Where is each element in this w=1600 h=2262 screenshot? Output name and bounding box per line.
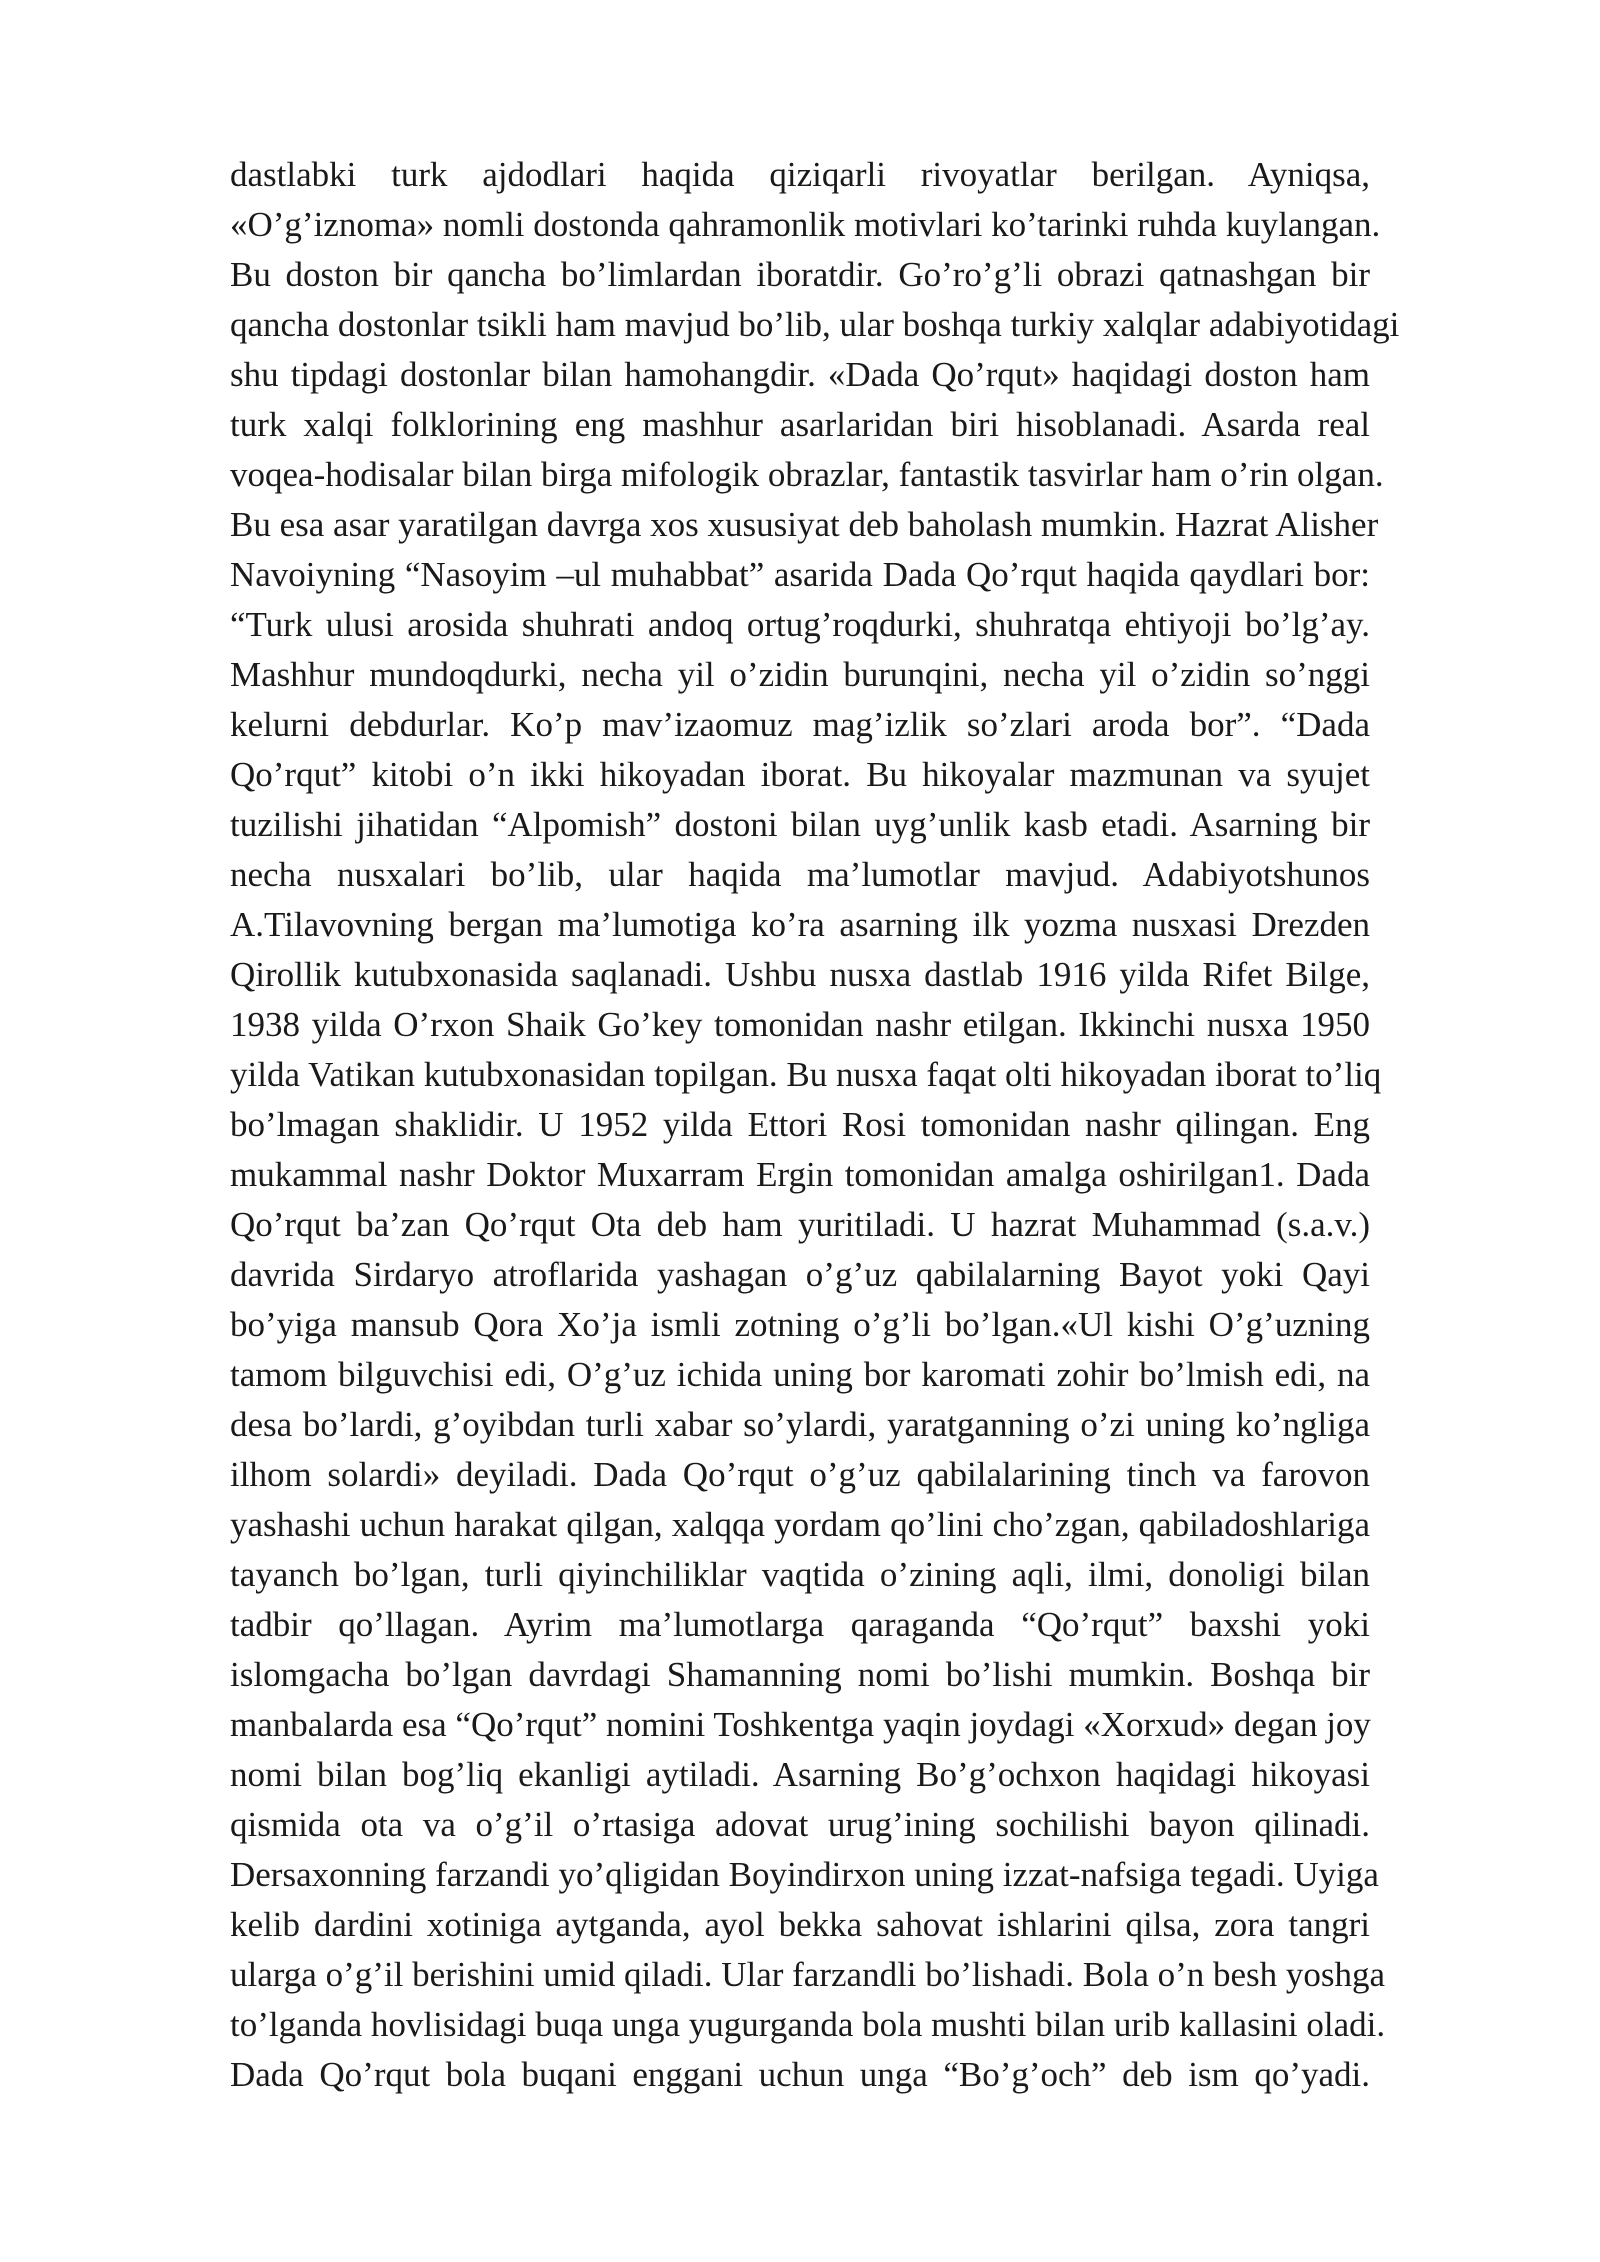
text-line: 1938 yilda O’rxon Shaik Go’key tomonidan nashr etilgan. Ikkinchi nusxa 1950 xyxy=(230,1005,1370,1044)
text-line: tuzilishi jihatidan “Alpomish” dostoni bilan uyg’unlik kasb etadi. Asarning bir xyxy=(230,805,1370,844)
text-line: qismida ota va o’g’il o’rtasiga adovat urug’ining sochilishi bayon qilinadi. xyxy=(230,1805,1370,1844)
text-line: Qirollik kutubxonasida saqlanadi. Ushbu nusxa dastlab 1916 yilda Rifet Bilge, xyxy=(230,955,1370,994)
text-line: ilhom solardi» deyiladi. Dada Qo’rqut o’g’uz qabilalarining tinch va farovon xyxy=(230,1455,1370,1494)
text-line: dastlabki turk ajdodlari haqida qiziqarli rivoyatlar berilgan. Ayniqsa, xyxy=(230,155,1370,194)
text-line: shu tipdagi dostonlar bilan hamohangdir. «Dada Qo’rqut» haqidagi doston ham xyxy=(230,355,1370,394)
text-line: yilda Vatikan kutubxonasidan topilgan. Bu nusxa faqat olti hikoyadan iborat to’liq xyxy=(230,1055,1382,1094)
text-line: desa bo’lardi, g’oyibdan turli xabar so’ylardi, yaratganning o’zi uning ko’ngliga xyxy=(230,1405,1370,1444)
text-line: mukammal nashr Doktor Muxarram Ergin tomonidan amalga oshirilgan1. Dada xyxy=(230,1155,1370,1194)
text-line: davrida Sirdaryo atroflarida yashagan o’g’uz qabilalarning Bayot yoki Qayi xyxy=(230,1255,1370,1294)
text-line: Dersaxonning farzandi yo’qligidan Boyindirxon uning izzat-nafsiga tegadi. Uyiga xyxy=(230,1855,1379,1894)
text-line: voqea-hodisalar bilan birga mifologik obrazlar, fantastik tasvirlar ham o’rin olgan. xyxy=(230,455,1384,494)
text-line: tadbir qo’llagan. Ayrim ma’lumotlarga qaraganda “Qo’rqut” baxshi yoki xyxy=(230,1605,1370,1644)
text-line: yashashi uchun harakat qilgan, xalqqa yordam qo’lini cho’zgan, qabiladoshlariga xyxy=(230,1505,1370,1544)
body-text xyxy=(230,150,1400,2100)
text-line: tayanch bo’lgan, turli qiyinchiliklar vaqtida o’zining aqli, ilmi, donoligi bilan xyxy=(230,1555,1370,1594)
text-line: Navoiyning “Nasoyim –ul muhabbat” asarida Dada Qo’rqut haqida qaydlari bor: xyxy=(230,555,1370,594)
text-line: islomgacha bo’lgan davrdagi Shamanning nomi bo’lishi mumkin. Boshqa bir xyxy=(230,1655,1370,1694)
text-line: kelib dardini xotiniga aytganda, ayol bekka sahovat ishlarini qilsa, zora tangri xyxy=(230,1905,1370,1944)
text-line: Qo’rqut ba’zan Qo’rqut Ota deb ham yuritiladi. U hazrat Muhammad (s.a.v.) xyxy=(230,1205,1370,1244)
text-line: necha nusxalari bo’lib, ular haqida ma’lumotlar mavjud. Adabiyotshunos xyxy=(230,855,1370,894)
text-line: Bu doston bir qancha bo’limlardan iboratdir. Go’ro’g’li obrazi qatnashgan bir xyxy=(230,255,1370,294)
text-line: turk xalqi folklorining eng mashhur asarlaridan biri hisoblanadi. Asarda real xyxy=(230,405,1370,444)
text-line: bo’lmagan shaklidir. U 1952 yilda Ettori Rosi tomonidan nashr qilingan. Eng xyxy=(230,1105,1370,1144)
text-line: to’lganda hovlisidagi buqa unga yugurganda bola mushti bilan urib kallasini oladi. xyxy=(230,2005,1386,2044)
text-line: A.Tilavovning bergan ma’lumotiga ko’ra asarning ilk yozma nusxasi Drezden xyxy=(230,905,1370,944)
text-line: nomi bilan bog’liq ekanligi aytiladi. Asarning Bo’g’ochxon haqidagi hikoyasi xyxy=(230,1755,1370,1794)
text-line: «O’g’iznoma» nomli dostonda qahramonlik motivlari ko’tarinki ruhda kuylangan. xyxy=(230,205,1381,244)
text-line: qancha dostonlar tsikli ham mavjud bo’lib, ular boshqa turkiy xalqlar adabiyotidagi xyxy=(230,305,1400,344)
text-line: Bu esa asar yaratilgan davrga xos xususiyat deb baholash mumkin. Hazrat Alisher xyxy=(230,505,1379,544)
text-line: tamom bilguvchisi edi, O’g’uz ichida uning bor karomati zohir bo’lmish edi, na xyxy=(230,1355,1370,1394)
text-line: kelurni debdurlar. Ko’p mav’izaomuz mag’izlik so’zlari aroda bor”. “Dada xyxy=(230,705,1370,744)
text-line: manbalarda esa “Qo’rqut” nomini Toshkentga yaqin joydagi «Xorxud» degan joy xyxy=(230,1705,1371,1744)
text-line: ularga o’g’il berishini umid qiladi. Ular farzandli bo’lishadi. Bola o’n besh yoshga xyxy=(230,1955,1386,1994)
text-line: bo’yiga mansub Qora Xo’ja ismli zotning o’g’li bo’lgan.«Ul kishi O’g’uzning xyxy=(230,1305,1370,1344)
text-line: “Turk ulusi arosida shuhrati andoq ortug’roqdurki, shuhratqa ehtiyoji bo’lg’ay. xyxy=(230,605,1370,644)
text-line: Dada Qo’rqut bola buqani enggani uchun unga “Bo’g’och” deb ism qo’yadi. xyxy=(230,2055,1370,2094)
text-line: Mashhur mundoqdurki, necha yil o’zidin burunqini, necha yil o’zidin so’nggi xyxy=(230,655,1370,694)
text-line: Qo’rqut” kitobi o’n ikki hikoyadan iborat. Bu hikoyalar mazmunan va syujet xyxy=(230,755,1370,794)
